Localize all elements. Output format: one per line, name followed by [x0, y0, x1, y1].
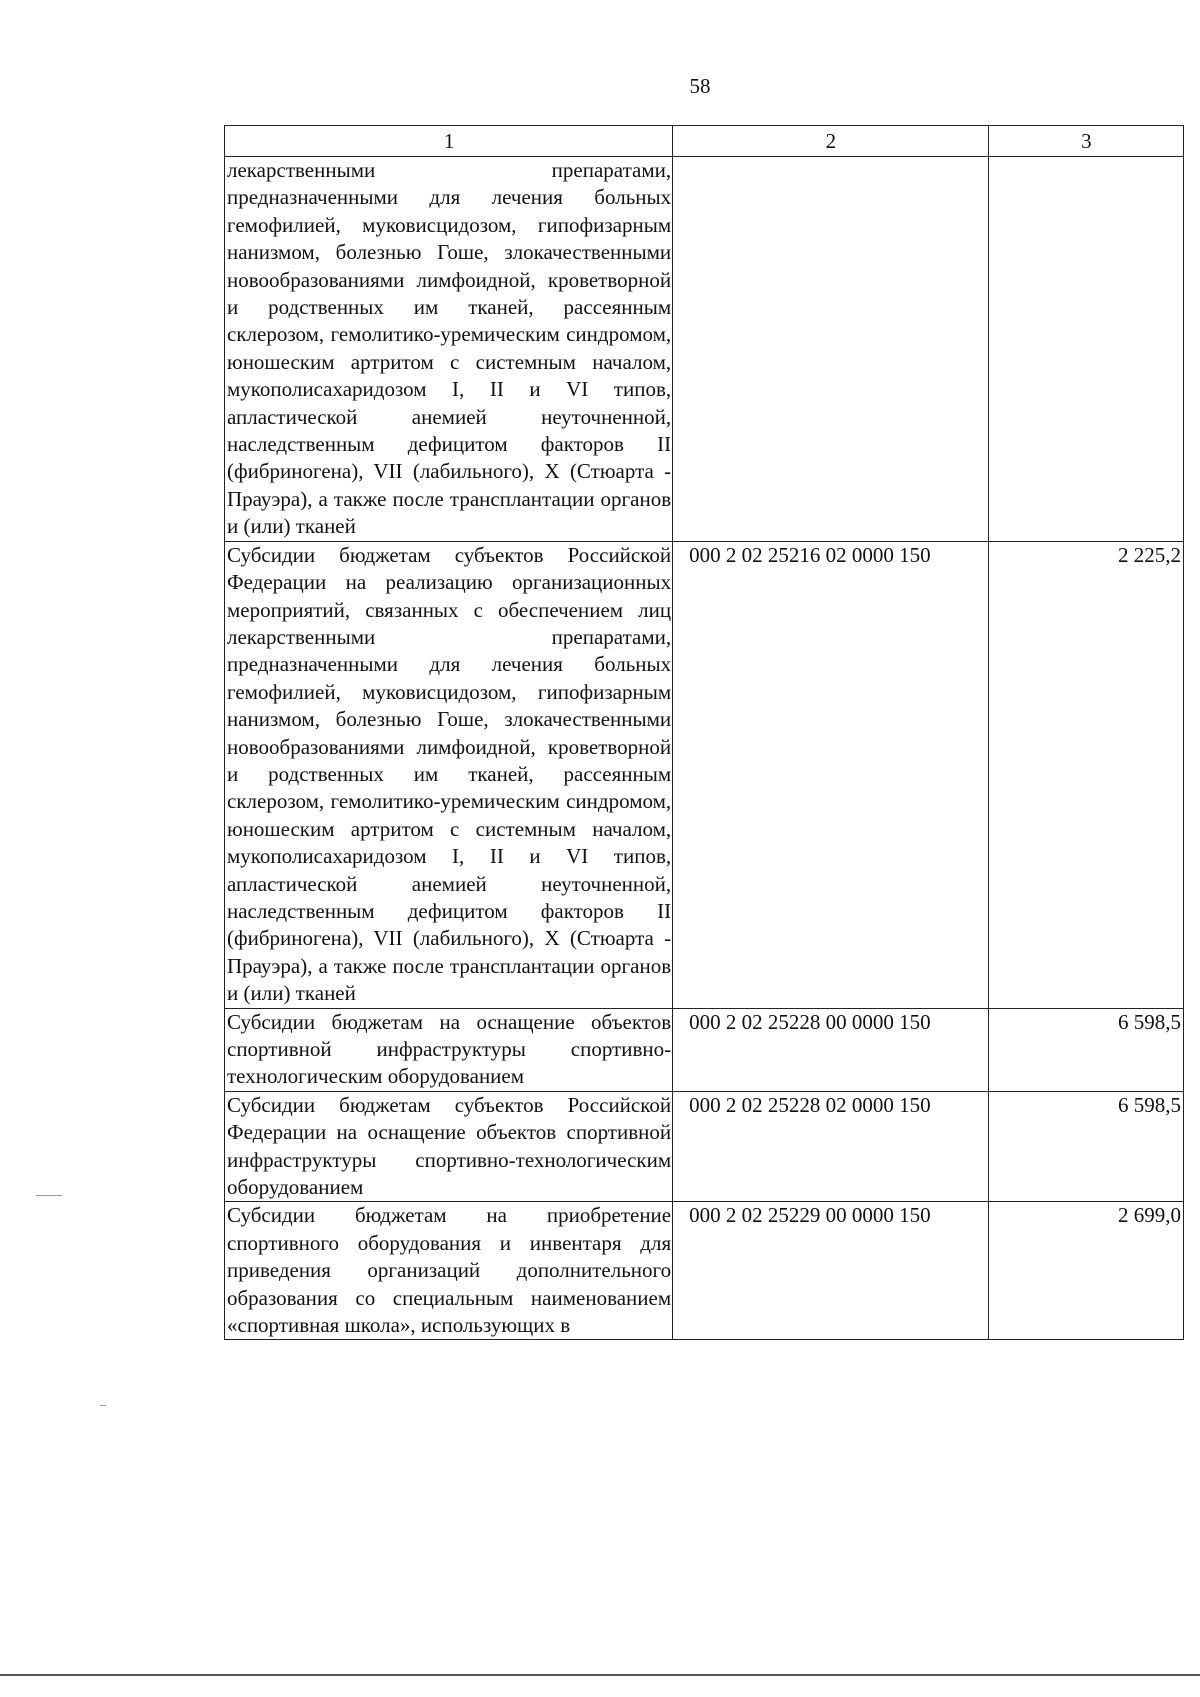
row-name-cell: Субсидии бюджетам субъектов Российской Федерации на оснащение объектов спортивной инфраструктуры спортивно-технологическим оборудованием: [225, 1091, 673, 1202]
column-header-1: 1: [225, 126, 673, 157]
scan-margin-mark: [36, 1195, 62, 1196]
row-name-cell: Субсидии бюджетам на приобретение спортивного оборудования и инвентаря для приведения организаций дополнительного образования со специальным наименованием «спортивная школа», использующих в: [225, 1202, 673, 1340]
row-amount-cell: 2 699,0: [988, 1202, 1183, 1340]
row-code-cell: 000 2 02 25216 02 0000 150: [673, 541, 989, 1008]
table-row: [225, 157, 1184, 542]
page-bottom-rule: [0, 1674, 1200, 1676]
table-row: [225, 1008, 1184, 1091]
row-amount-cell: 2 225,2: [988, 541, 1183, 1008]
column-header-2: 2: [673, 126, 989, 157]
column-header-3: 3: [988, 126, 1183, 157]
row-code-cell: 000 2 02 25228 02 0000 150: [673, 1091, 989, 1202]
budget-table: [224, 125, 1184, 1340]
row-code-cell: 000 2 02 25228 00 0000 150: [673, 1008, 989, 1091]
table-row: [225, 541, 1184, 1008]
scan-margin-mark: [100, 1405, 106, 1406]
row-code-cell: [673, 157, 989, 542]
row-code-cell: 000 2 02 25229 00 0000 150: [673, 1202, 989, 1340]
row-amount-cell: [988, 157, 1183, 542]
row-amount-cell: 6 598,5: [988, 1091, 1183, 1202]
table-row: [225, 1091, 1184, 1202]
table-row: [225, 1202, 1184, 1340]
row-name-cell: лекарственными препаратами, предназначенными для лечения больных гемофилией, муковисцидозом, гипофизарным нанизмом, болезнью Гоше, злокачественными новообразованиями лимфоидной, кроветворной и родственных им тканей, рассеянным склерозом, гемолитико-уремическим синдромом, юношеским артритом с системным началом, мукополисахаридозом I, II и VI типов, апластической анемией неуточненной, наследственным дефицитом факторов II (фибриногена), VII (лабильного), X (Стюарта - Прауэра), а также после трансплантации органов и (или) тканей: [225, 157, 673, 542]
row-name-cell: Субсидии бюджетам субъектов Российской Федерации на реализацию организационных мероприятий, связанных с обеспечением лиц лекарственными препаратами, предназначенными для лечения больных гемофилией, муковисцидозом, гипофизарным нанизмом, болезнью Гоше, злокачественными новообразованиями лимфоидной, кроветворной и родственных им тканей, рассеянным склерозом, гемолитико-уремическим синдромом, юношеским артритом с системным началом, мукополисахаридозом I, II и VI типов, апластической анемией неуточненной, наследственным дефицитом факторов II (фибриногена), VII (лабильного), X (Стюарта - Прауэра), а также после трансплантации органов и (или) тканей: [225, 541, 673, 1008]
row-amount-cell: 6 598,5: [988, 1008, 1183, 1091]
table-header-row: [225, 126, 1184, 157]
row-name-cell: Субсидии бюджетам на оснащение объектов спортивной инфраструктуры спортивно-технологическим оборудованием: [225, 1008, 673, 1091]
page-number: 58: [689, 74, 711, 98]
